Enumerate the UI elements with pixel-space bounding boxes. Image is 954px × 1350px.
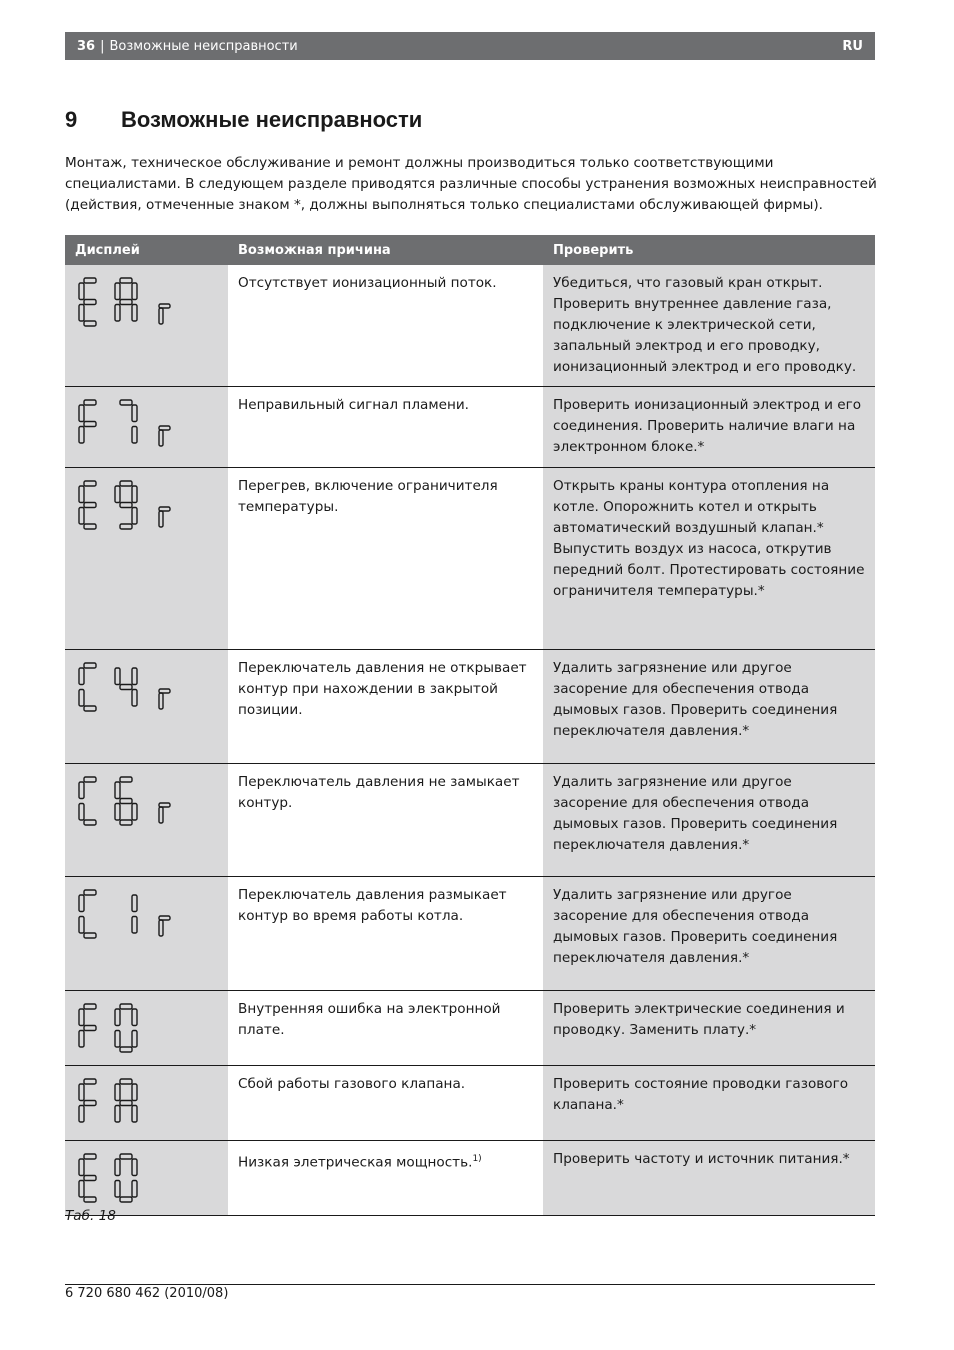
table-row	[65, 387, 875, 468]
lcd-segment	[120, 524, 132, 529]
lcd-segment	[115, 283, 120, 300]
lcd-segment	[79, 804, 84, 821]
lcd-segment	[84, 933, 96, 938]
display-cell	[65, 877, 228, 991]
lcd-segment	[132, 508, 137, 525]
lcd-display-icon	[73, 395, 173, 453]
check-cell: Удалить загрязнение или другое засорение для обеспечения отвода дымовых газов. Проверить соединения переключателя давления.*	[543, 650, 875, 764]
lcd-segment	[79, 305, 84, 322]
lcd-segment	[84, 1004, 96, 1009]
lcd-segment	[79, 1181, 84, 1198]
table-row	[65, 650, 875, 764]
footer-doc-number: 6 720 680 462 (2010/08)	[65, 1286, 229, 1301]
lcd-display-icon	[73, 999, 173, 1057]
lcd-segment	[79, 283, 84, 300]
footer-divider	[65, 1284, 875, 1285]
lcd-segment	[115, 1159, 120, 1176]
lcd-segment	[79, 508, 84, 525]
table-row	[65, 877, 875, 991]
lcd-display-icon	[73, 476, 173, 534]
cause-cell: Отсутствует ионизационный поток.	[228, 265, 543, 387]
display-cell	[65, 650, 228, 764]
lcd-segment	[132, 1031, 137, 1048]
lcd-segment	[79, 427, 84, 444]
lcd-segment	[132, 690, 137, 707]
lcd-segment	[115, 1181, 120, 1198]
lcd-segment	[132, 305, 137, 322]
lcd-segment	[132, 427, 137, 444]
cause-cell: Переключатель давления не открывает контур при нахождении в закрытой позиции.	[228, 650, 543, 764]
page-header-bar	[65, 32, 875, 60]
table-caption: Таб. 18	[65, 1208, 116, 1224]
page-number: 36	[77, 38, 96, 54]
lcd-segment	[120, 1047, 132, 1052]
footnote-marker: 1)	[472, 1154, 482, 1164]
lcd-segment	[84, 663, 96, 668]
check-cell: Проверить состояние проводки газового клапана.*	[543, 1066, 875, 1141]
check-cell: Открыть краны контура отопления на котле. Опорожнить котел и открыть автоматический воздушный клапан.* Выпустить воздух из насоса, открутив передний болт. Протестировать состояние ограничителя температуры.*	[543, 468, 875, 650]
lcd-segment	[132, 895, 137, 912]
lcd-segment	[79, 1106, 84, 1123]
lcd-display-icon	[73, 1149, 173, 1207]
lcd-segment	[84, 1176, 96, 1181]
lcd-segment	[84, 278, 96, 283]
display-cell	[65, 468, 228, 650]
lcd-flag-segment	[159, 430, 163, 446]
check-cell: Проверить частоту и источник питания.*	[543, 1141, 875, 1216]
lcd-display-icon	[73, 273, 173, 331]
lcd-display-icon	[73, 885, 173, 943]
lcd-display-icon	[73, 658, 173, 716]
lcd-flag-segment	[159, 920, 163, 936]
lcd-segment	[84, 890, 96, 895]
lcd-segment	[115, 1009, 120, 1026]
lcd-segment	[84, 503, 96, 508]
lcd-segment	[84, 300, 96, 305]
lcd-segment	[132, 1159, 137, 1176]
lcd-segment	[115, 305, 120, 322]
lcd-segment	[79, 690, 84, 707]
cause-cell: Перегрев, включение ограничителя температуры.	[228, 468, 543, 650]
cause-cell: Переключатель давления размыкает контур во время работы котла.	[228, 877, 543, 991]
lcd-segment	[115, 804, 120, 821]
lcd-flag-segment	[159, 511, 163, 527]
lcd-segment	[84, 1154, 96, 1159]
lcd-segment	[120, 1197, 132, 1202]
lcd-segment	[115, 782, 120, 799]
lcd-segment	[79, 782, 84, 799]
cause-cell	[228, 1141, 543, 1216]
lcd-segment	[79, 405, 84, 422]
lcd-segment	[115, 1031, 120, 1048]
lcd-segment	[120, 278, 132, 283]
display-cell	[65, 387, 228, 468]
chapter-heading	[65, 107, 422, 133]
lcd-segment	[115, 486, 120, 503]
table-row	[65, 468, 875, 650]
display-cell	[65, 991, 228, 1066]
lcd-segment	[132, 1009, 137, 1026]
cause-cell: Переключатель давления не замыкает контур.	[228, 764, 543, 877]
display-cell	[65, 1141, 228, 1216]
table-row	[65, 1066, 875, 1141]
lcd-segment	[79, 486, 84, 503]
cause-cell: Неправильный сигнал пламени.	[228, 387, 543, 468]
lcd-segment	[79, 668, 84, 685]
lcd-segment	[79, 1031, 84, 1048]
header-section: Возможные неисправности	[109, 38, 298, 54]
table-row	[65, 265, 875, 387]
lcd-segment	[84, 400, 96, 405]
lcd-segment	[79, 895, 84, 912]
cause-text: Низкая элетрическая мощность.	[238, 1154, 473, 1171]
lcd-segment	[84, 1197, 96, 1202]
intro-paragraph: Монтаж, техническое обслуживание и ремонт должны производиться только соответствующими специалистами. В следующем разделе приводятся различные способы устранения возможных неисправностей (действия, отмеченные знаком *, должны выполняться только специалистами обслуживающей фирмы).	[65, 155, 877, 213]
check-cell: Удалить загрязнение или другое засорение для обеспечения отвода дымовых газов. Проверить соединения переключателя давления.*	[543, 764, 875, 877]
table-row	[65, 1141, 875, 1216]
lcd-segment	[84, 1079, 96, 1084]
lcd-display-icon	[73, 772, 173, 830]
lcd-segment	[132, 1181, 137, 1198]
lcd-segment	[79, 1084, 84, 1101]
lcd-segment	[115, 668, 120, 685]
header-check: Проверить	[543, 235, 875, 265]
lcd-flag-segment	[159, 693, 163, 709]
lcd-segment	[84, 481, 96, 486]
lcd-segment	[84, 321, 96, 326]
lcd-segment	[132, 804, 137, 821]
lcd-segment	[120, 1004, 132, 1009]
lcd-segment	[84, 777, 96, 782]
lcd-flag-segment	[159, 308, 163, 324]
lcd-segment	[120, 799, 132, 804]
lcd-segment	[120, 300, 132, 305]
table-row	[65, 991, 875, 1066]
lcd-segment	[84, 706, 96, 711]
lcd-flag-segment	[159, 807, 163, 823]
display-cell	[65, 265, 228, 387]
lcd-segment	[120, 777, 132, 782]
check-cell: Убедиться, что газовый кран открыт. Проверить внутреннее давление газа, подключение к электрической сети, запальный электрод и его проводку, ионизационный электрод и его проводку.	[543, 265, 875, 387]
lcd-segment	[84, 524, 96, 529]
chapter-number: 9	[65, 107, 78, 132]
check-cell: Проверить электрические соединения и проводку. Заменить плату.*	[543, 991, 875, 1066]
display-cell	[65, 1066, 228, 1141]
lcd-segment	[120, 1079, 132, 1084]
lcd-segment	[120, 1101, 132, 1106]
lcd-segment	[132, 283, 137, 300]
table-row	[65, 764, 875, 877]
fault-table	[65, 235, 875, 1216]
lcd-segment	[79, 1159, 84, 1176]
lcd-segment	[115, 1106, 120, 1123]
lcd-segment	[132, 405, 137, 422]
table-header-row	[65, 235, 875, 265]
lcd-display-icon	[73, 1074, 173, 1132]
lcd-segment	[132, 668, 137, 685]
cause-cell: Сбой работы газового клапана.	[228, 1066, 543, 1141]
language-code: RU	[842, 38, 863, 54]
lcd-segment	[84, 820, 96, 825]
lcd-segment	[120, 481, 132, 486]
display-cell	[65, 764, 228, 877]
header-left	[77, 39, 298, 54]
lcd-segment	[120, 1154, 132, 1159]
lcd-segment	[132, 1106, 137, 1123]
check-cell: Удалить загрязнение или другое засорение для обеспечения отвода дымовых газов. Проверить соединения переключателя давления.*	[543, 877, 875, 991]
lcd-segment	[132, 917, 137, 934]
chapter-title: Возможные неисправности	[121, 107, 423, 132]
lcd-segment	[84, 1026, 96, 1031]
lcd-segment	[132, 1084, 137, 1101]
lcd-segment	[120, 503, 132, 508]
lcd-segment	[84, 1101, 96, 1106]
header-separator: |	[100, 38, 105, 54]
header-cause: Возможная причина	[228, 235, 543, 265]
lcd-segment	[79, 917, 84, 934]
header-display: Дисплей	[65, 235, 228, 265]
lcd-segment	[120, 400, 132, 405]
cause-cell: Внутренняя ошибка на электронной плате.	[228, 991, 543, 1066]
lcd-segment	[132, 486, 137, 503]
lcd-segment	[120, 685, 132, 690]
check-cell: Проверить ионизационный электрод и его соединения. Проверить наличие влаги на электронном блоке.*	[543, 387, 875, 468]
lcd-segment	[79, 1009, 84, 1026]
lcd-segment	[84, 422, 96, 427]
lcd-segment	[120, 820, 132, 825]
lcd-segment	[115, 1084, 120, 1101]
